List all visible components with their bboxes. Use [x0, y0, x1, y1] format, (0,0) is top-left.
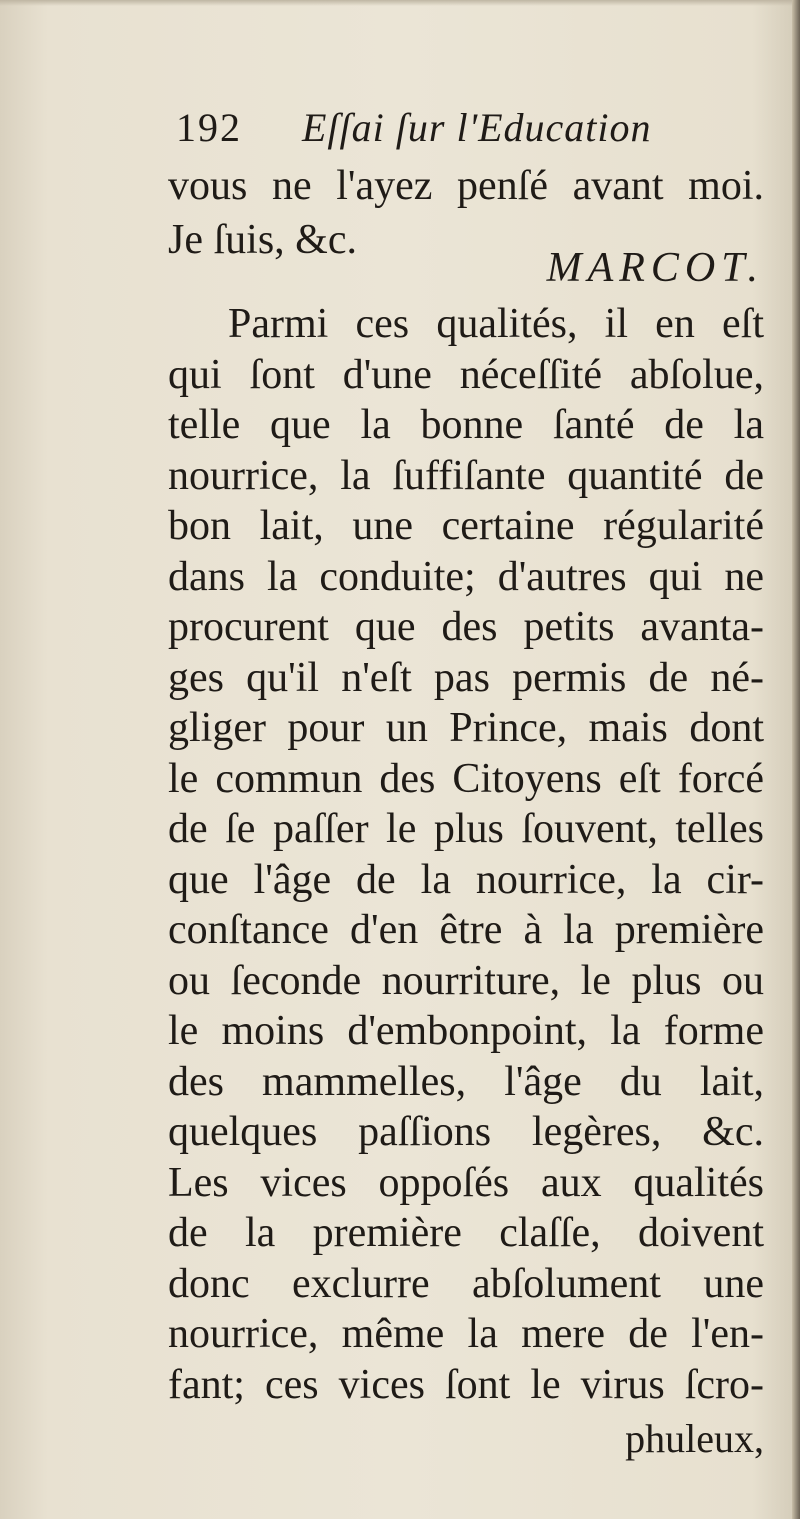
text-line: quelques paſſions legères, &c. — [168, 1109, 764, 1155]
text-line: Je ſuis, &c. — [168, 217, 357, 263]
text-line: le commun des Citoyens eſt forcé — [168, 755, 764, 802]
catchword: phuleux, — [625, 1416, 764, 1461]
text-line: ges qu'il n'eſt pas permis de né- — [168, 654, 764, 701]
text-line: conſtance d'en être à la première — [168, 907, 764, 953]
running-title: Eſſai ſur l'Education — [302, 105, 652, 150]
text-line: de ſe paſſer le plus ſouvent, telles — [168, 806, 764, 852]
text-line: donc exclurre abſolument une — [168, 1260, 764, 1307]
text-line: nourrice, même la mere de l'en- — [168, 1311, 764, 1357]
signature: MARCOT. — [546, 245, 764, 291]
text-line: fant; ces vices ſont le virus ſcro- — [168, 1361, 764, 1408]
running-header — [176, 98, 736, 158]
text-line: dans la conduite; d'autres qui ne — [168, 553, 764, 600]
text-line: le moins d'embonpoint, la forme — [168, 1008, 764, 1054]
text-line: que l'âge de la nourrice, la cir- — [168, 856, 764, 903]
text-line: bon lait, une certaine régularité — [168, 503, 764, 549]
text-line: telle que la bonne ſanté de la — [168, 402, 764, 448]
page-number: 192 — [176, 105, 242, 150]
text-line: vous ne l'ayez penſé avant moi. — [168, 163, 764, 209]
text-line: de la première claſſe, doivent — [168, 1210, 764, 1256]
text-line: nourrice, la ſuffiſante quantité de — [168, 452, 764, 499]
text-line: des mammelles, l'âge du lait, — [168, 1058, 764, 1105]
page-right-edge — [792, 0, 800, 1519]
text-line: Les vices oppoſés aux qualités — [168, 1159, 764, 1206]
text-line: qui ſont d'une néceſſité abſolue, — [168, 351, 764, 398]
text-line: procurent que des petits avanta- — [168, 604, 764, 650]
text-line: ou ſeconde nourriture, le plus ou — [168, 957, 764, 1004]
page-top-shadow — [0, 0, 800, 6]
paragraph-first-line: Parmi ces qualités, il en eſt — [228, 301, 764, 347]
text-line: gliger pour un Prince, mais dont — [168, 705, 764, 751]
